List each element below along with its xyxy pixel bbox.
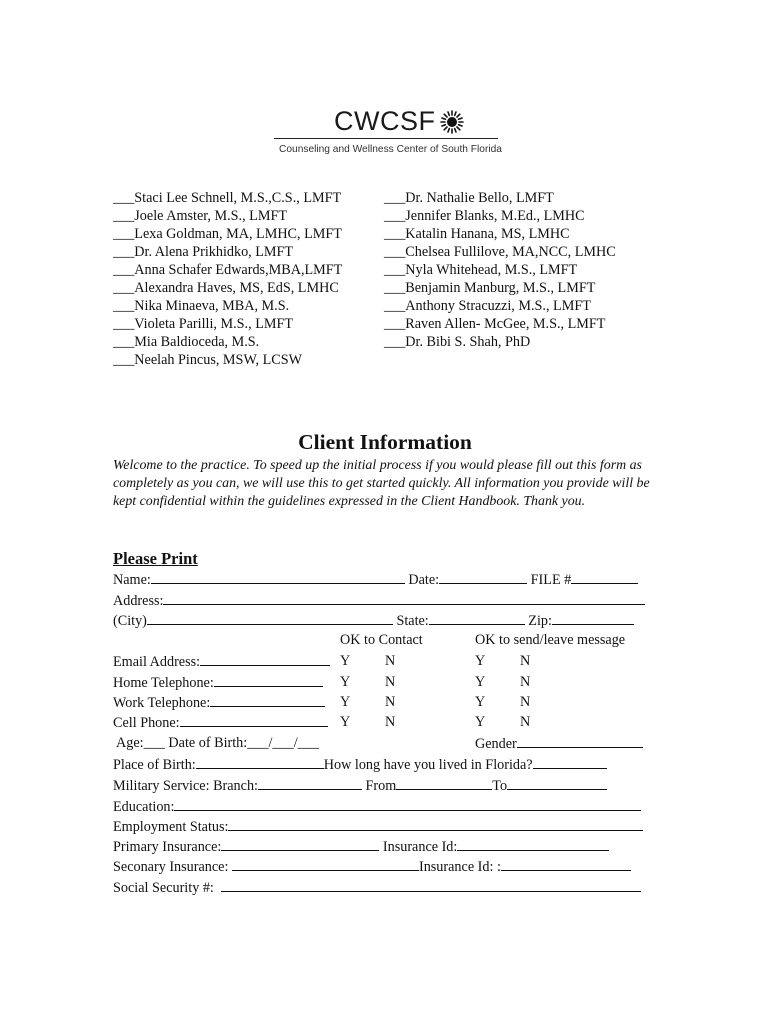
state-label: State: (396, 613, 429, 629)
primary-insurance-label: Primary Insurance: (113, 839, 222, 855)
ssn-row (113, 878, 641, 897)
home-phone-row (113, 673, 323, 692)
email-field[interactable] (200, 652, 330, 666)
home-contact-yes[interactable]: Y (340, 674, 351, 690)
gender-field[interactable] (517, 734, 643, 748)
practice-logo (274, 106, 500, 162)
birthplace-row (113, 755, 607, 774)
city-label: (City) (113, 613, 147, 629)
zip-field[interactable] (552, 611, 634, 625)
email-row (113, 652, 330, 671)
florida-duration-field[interactable] (533, 755, 607, 769)
clinician-item[interactable]: ___Dr. Bibi S. Shah, PhD (384, 334, 531, 350)
insurance-id-2-label: Insurance Id: : (418, 859, 501, 875)
work-phone-field[interactable] (210, 693, 325, 707)
clinician-item[interactable]: ___Katalin Hanana, MS, LMHC (384, 226, 570, 242)
home-message-yes[interactable]: Y (475, 674, 486, 690)
email-contact-yes[interactable]: Y (340, 653, 351, 669)
ok-message-header: OK to send/leave message (475, 632, 626, 648)
intro-paragraph: Welcome to the practice. To speed up the initial process if you would please fill out this form as completely as you can, we will use this to get started quickly. All information you provide will be kept confidential within the guidelines expressed in the Client Handbook. Thank you. (113, 458, 650, 509)
logo-divider (274, 138, 498, 139)
clinician-item[interactable]: ___Anna Schafer Edwards,MBA,LMFT (113, 262, 343, 278)
florida-duration-label: How long have you lived in Florida? (323, 757, 533, 773)
clinician-item[interactable]: ___Dr. Alena Prikhidko, LMFT (113, 244, 294, 260)
ssn-label: Social Security #: (113, 880, 221, 896)
cell-phone-label: Cell Phone: (113, 715, 180, 731)
state-field[interactable] (429, 611, 525, 625)
address-label: Address: (113, 593, 164, 609)
employment-row (113, 817, 643, 836)
work-message-no[interactable]: N (520, 694, 531, 710)
clinician-item[interactable]: ___Nika Minaeva, MBA, M.S. (113, 298, 290, 314)
work-phone-row (113, 693, 325, 712)
education-field[interactable] (174, 797, 641, 811)
clinician-list-left (113, 189, 342, 369)
email-message-no[interactable]: N (520, 653, 531, 669)
primary-insurance-field[interactable] (221, 837, 379, 851)
clinician-item[interactable]: ___Joele Amster, M.S., LMFT (113, 208, 288, 224)
logo-title: CWCSF (334, 106, 436, 136)
clinician-item[interactable]: ___Neelah Pincus, MSW, LCSW (113, 352, 303, 368)
cell-message-no[interactable]: N (520, 714, 531, 730)
ssn-field[interactable] (221, 878, 641, 892)
military-row (113, 776, 607, 795)
gender-row (475, 734, 643, 753)
clinician-item[interactable]: ___Violeta Parilli, M.S., LMFT (113, 316, 294, 332)
logo-subtitle: Counseling and Wellness Center of South Florida (279, 144, 502, 155)
military-branch-field[interactable] (258, 776, 362, 790)
clinician-item[interactable]: ___Alexandra Haves, MS, EdS, LMHC (113, 280, 339, 296)
date-label: Date: (408, 572, 440, 588)
birthplace-field[interactable] (196, 755, 324, 769)
home-message-no[interactable]: N (520, 674, 531, 690)
clinician-item[interactable]: ___Lexa Goldman, MA, LMHC, LMFT (113, 226, 342, 242)
work-phone-label: Work Telephone: (113, 695, 211, 711)
clinician-item[interactable]: ___Nyla Whitehead, M.S., LMFT (384, 262, 578, 278)
home-contact-no[interactable]: N (385, 674, 396, 690)
cell-contact-no[interactable]: N (385, 714, 396, 730)
email-label: Email Address: (113, 654, 201, 670)
cell-message-yes[interactable]: Y (475, 714, 486, 730)
email-contact-no[interactable]: N (385, 653, 396, 669)
file-number-field[interactable] (571, 570, 638, 584)
age-dob-field[interactable]: Age:___ Date of Birth:___/___/___ (116, 735, 319, 751)
clinician-item[interactable]: ___Anthony Stracuzzi, M.S., LMFT (384, 298, 591, 314)
employment-field[interactable] (228, 817, 643, 831)
clinician-item[interactable]: ___Benjamin Manburg, M.S., LMFT (384, 280, 596, 296)
home-phone-field[interactable] (214, 673, 323, 687)
work-contact-no[interactable]: N (385, 694, 396, 710)
work-contact-yes[interactable]: Y (340, 694, 351, 710)
primary-insurance-row (113, 837, 609, 856)
file-label: FILE # (530, 572, 572, 588)
employment-label: Employment Status: (113, 819, 229, 835)
gender-label: Gender (475, 736, 517, 752)
clinician-item[interactable]: ___Mia Baldioceda, M.S. (113, 334, 260, 350)
page-title: Client Information (298, 430, 472, 454)
military-to-field[interactable] (507, 776, 607, 790)
name-field[interactable] (151, 570, 405, 584)
date-field[interactable] (439, 570, 527, 584)
education-label: Education: (113, 799, 175, 815)
clinician-item[interactable]: ___Raven Allen- McGee, M.S., LMFT (384, 316, 606, 332)
military-from-field[interactable] (396, 776, 492, 790)
work-message-yes[interactable]: Y (475, 694, 486, 710)
insurance-id-label: Insurance Id: (382, 839, 458, 855)
ok-contact-header: OK to Contact (340, 632, 423, 648)
name-row (113, 570, 638, 589)
military-label: Military Service: Branch: (113, 778, 258, 794)
clinician-item[interactable]: ___Dr. Nathalie Bello, LMFT (384, 190, 554, 206)
home-phone-label: Home Telephone: (113, 675, 214, 691)
cell-contact-yes[interactable]: Y (340, 714, 351, 730)
address-field[interactable] (163, 591, 645, 605)
military-to-label: To (492, 778, 508, 794)
email-message-yes[interactable]: Y (475, 653, 486, 669)
clinician-item[interactable]: ___Chelsea Fullilove, MA,NCC, LMHC (384, 244, 616, 260)
military-from-label: From (365, 778, 397, 794)
zip-label: Zip: (528, 613, 552, 629)
sun-icon (440, 110, 464, 134)
address-row (113, 591, 645, 610)
clinician-list-right (384, 189, 616, 351)
clinician-item[interactable]: ___Staci Lee Schnell, M.S.,C.S., LMFT (113, 190, 342, 206)
education-row (113, 797, 641, 816)
please-print-heading: Please Print (113, 549, 198, 568)
secondary-insurance-row (113, 857, 631, 876)
secondary-insurance-label: Seconary Insurance: (113, 859, 232, 875)
cell-phone-field[interactable] (180, 713, 328, 727)
cell-phone-row (113, 713, 328, 732)
clinician-item[interactable]: ___Jennifer Blanks, M.Ed., LMHC (384, 208, 585, 224)
city-field[interactable] (147, 611, 393, 625)
name-label: Name: (113, 572, 151, 588)
birthplace-label: Place of Birth: (113, 757, 196, 773)
insurance-id-field[interactable] (457, 837, 609, 851)
city-row (113, 611, 634, 630)
insurance-id-2-field[interactable] (501, 857, 631, 871)
secondary-insurance-field[interactable] (232, 857, 419, 871)
